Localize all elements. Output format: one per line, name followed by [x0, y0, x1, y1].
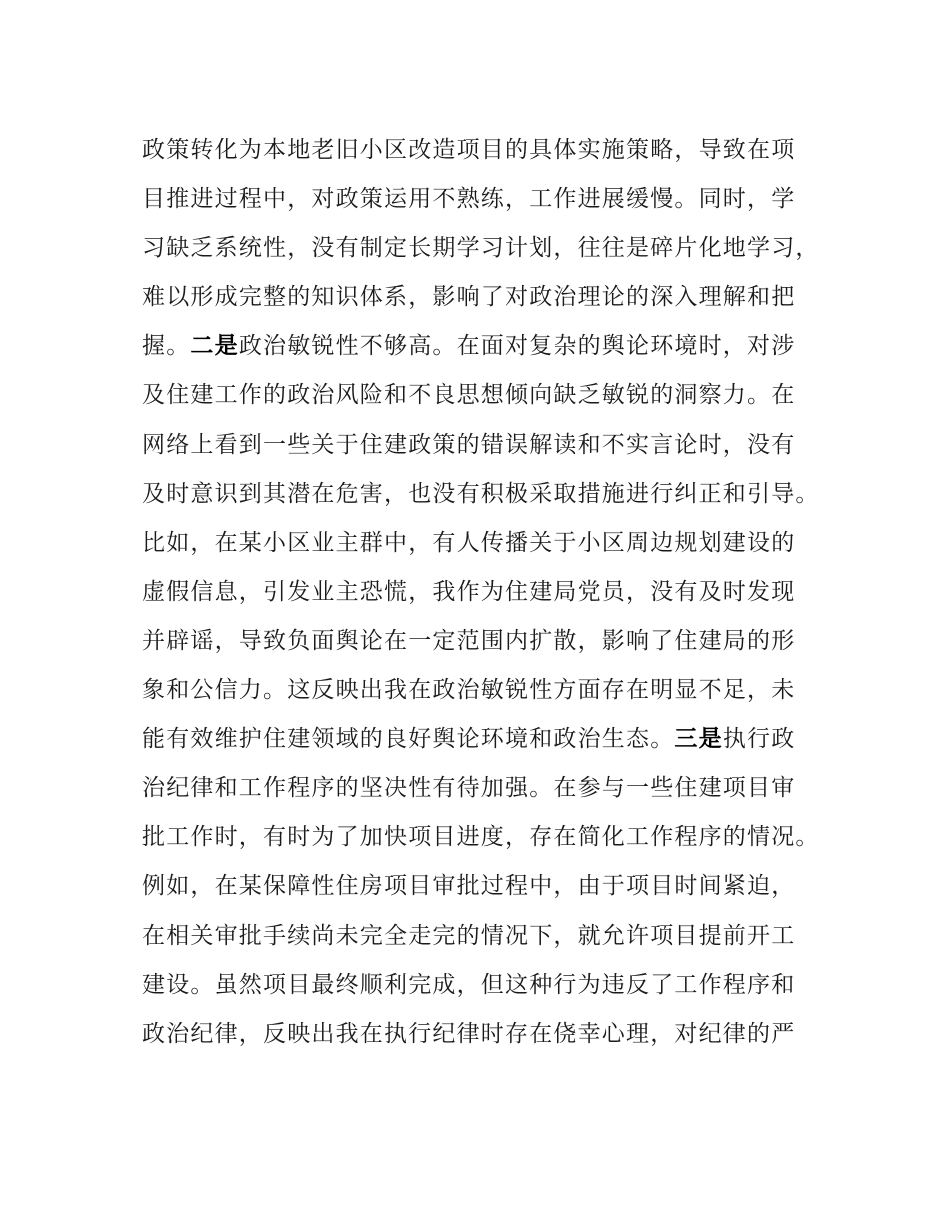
text-line	[142, 715, 842, 764]
text-segment: 执行政	[722, 726, 796, 753]
text-line: 比如，在某小区业主群中，有人传播关于小区周边规划建设的	[142, 529, 796, 556]
text-line: 习缺乏系统性，没有制定长期学习计划，往往是碎片化地学习，	[142, 235, 820, 262]
text-segment: 能有效维护住建领域的良好舆论环境和政治生态。	[142, 726, 675, 753]
text-line: 在相关审批手续尚未完全走完的情况下，就允许项目提前开工	[142, 922, 796, 949]
text-line: 并辟谣，导致负面舆论在一定范围内扩散，影响了住建局的形	[142, 627, 796, 654]
text-line: 及住建工作的政治风险和不良思想倾向缺乏敏锐的洞察力。在	[142, 382, 796, 409]
text-line: 例如，在某保障性住房项目审批过程中，由于项目时间紧迫，	[142, 873, 796, 900]
text-line: 难以形成完整的知识体系，影响了对政治理论的深入理解和把	[142, 284, 796, 311]
text-line: 及时意识到其潜在危害，也没有积极采取措施进行纠正和引导。	[142, 480, 820, 507]
text-line: 建设。虽然项目最终顺利完成，但这种行为违反了工作程序和	[142, 971, 796, 998]
text-line: 象和公信力。这反映出我在政治敏锐性方面存在明显不足，未	[142, 677, 796, 704]
text-line: 政治纪律，反映出我在执行纪律时存在侥幸心理，对纪律的严	[142, 1020, 796, 1047]
text-segment: 政治敏锐性不够高。在面对复杂的舆论环境时，对涉	[238, 333, 796, 360]
text-line	[142, 322, 842, 371]
text-segment: 握。	[142, 333, 191, 360]
section-marker-two: 二是	[190, 333, 239, 360]
text-line: 政策转化为本地老旧小区改造项目的具体实施策略，导致在项	[142, 137, 796, 163]
section-marker-three: 三是	[674, 726, 723, 753]
text-line: 网络上看到一些关于住建政策的错误解读和不实言论时，没有	[142, 431, 796, 458]
text-line: 批工作时，有时为了加快项目进度，存在简化工作程序的情况。	[142, 824, 820, 851]
text-line: 治纪律和工作程序的坚决性有待加强。在参与一些住建项目审	[142, 775, 796, 802]
document-body	[142, 126, 842, 1059]
text-line: 目推进过程中，对政策运用不熟练，工作进展缓慢。同时，学	[142, 186, 796, 213]
text-line: 虚假信息，引发业主恐慌，我作为住建局党员，没有及时发现	[142, 578, 796, 605]
